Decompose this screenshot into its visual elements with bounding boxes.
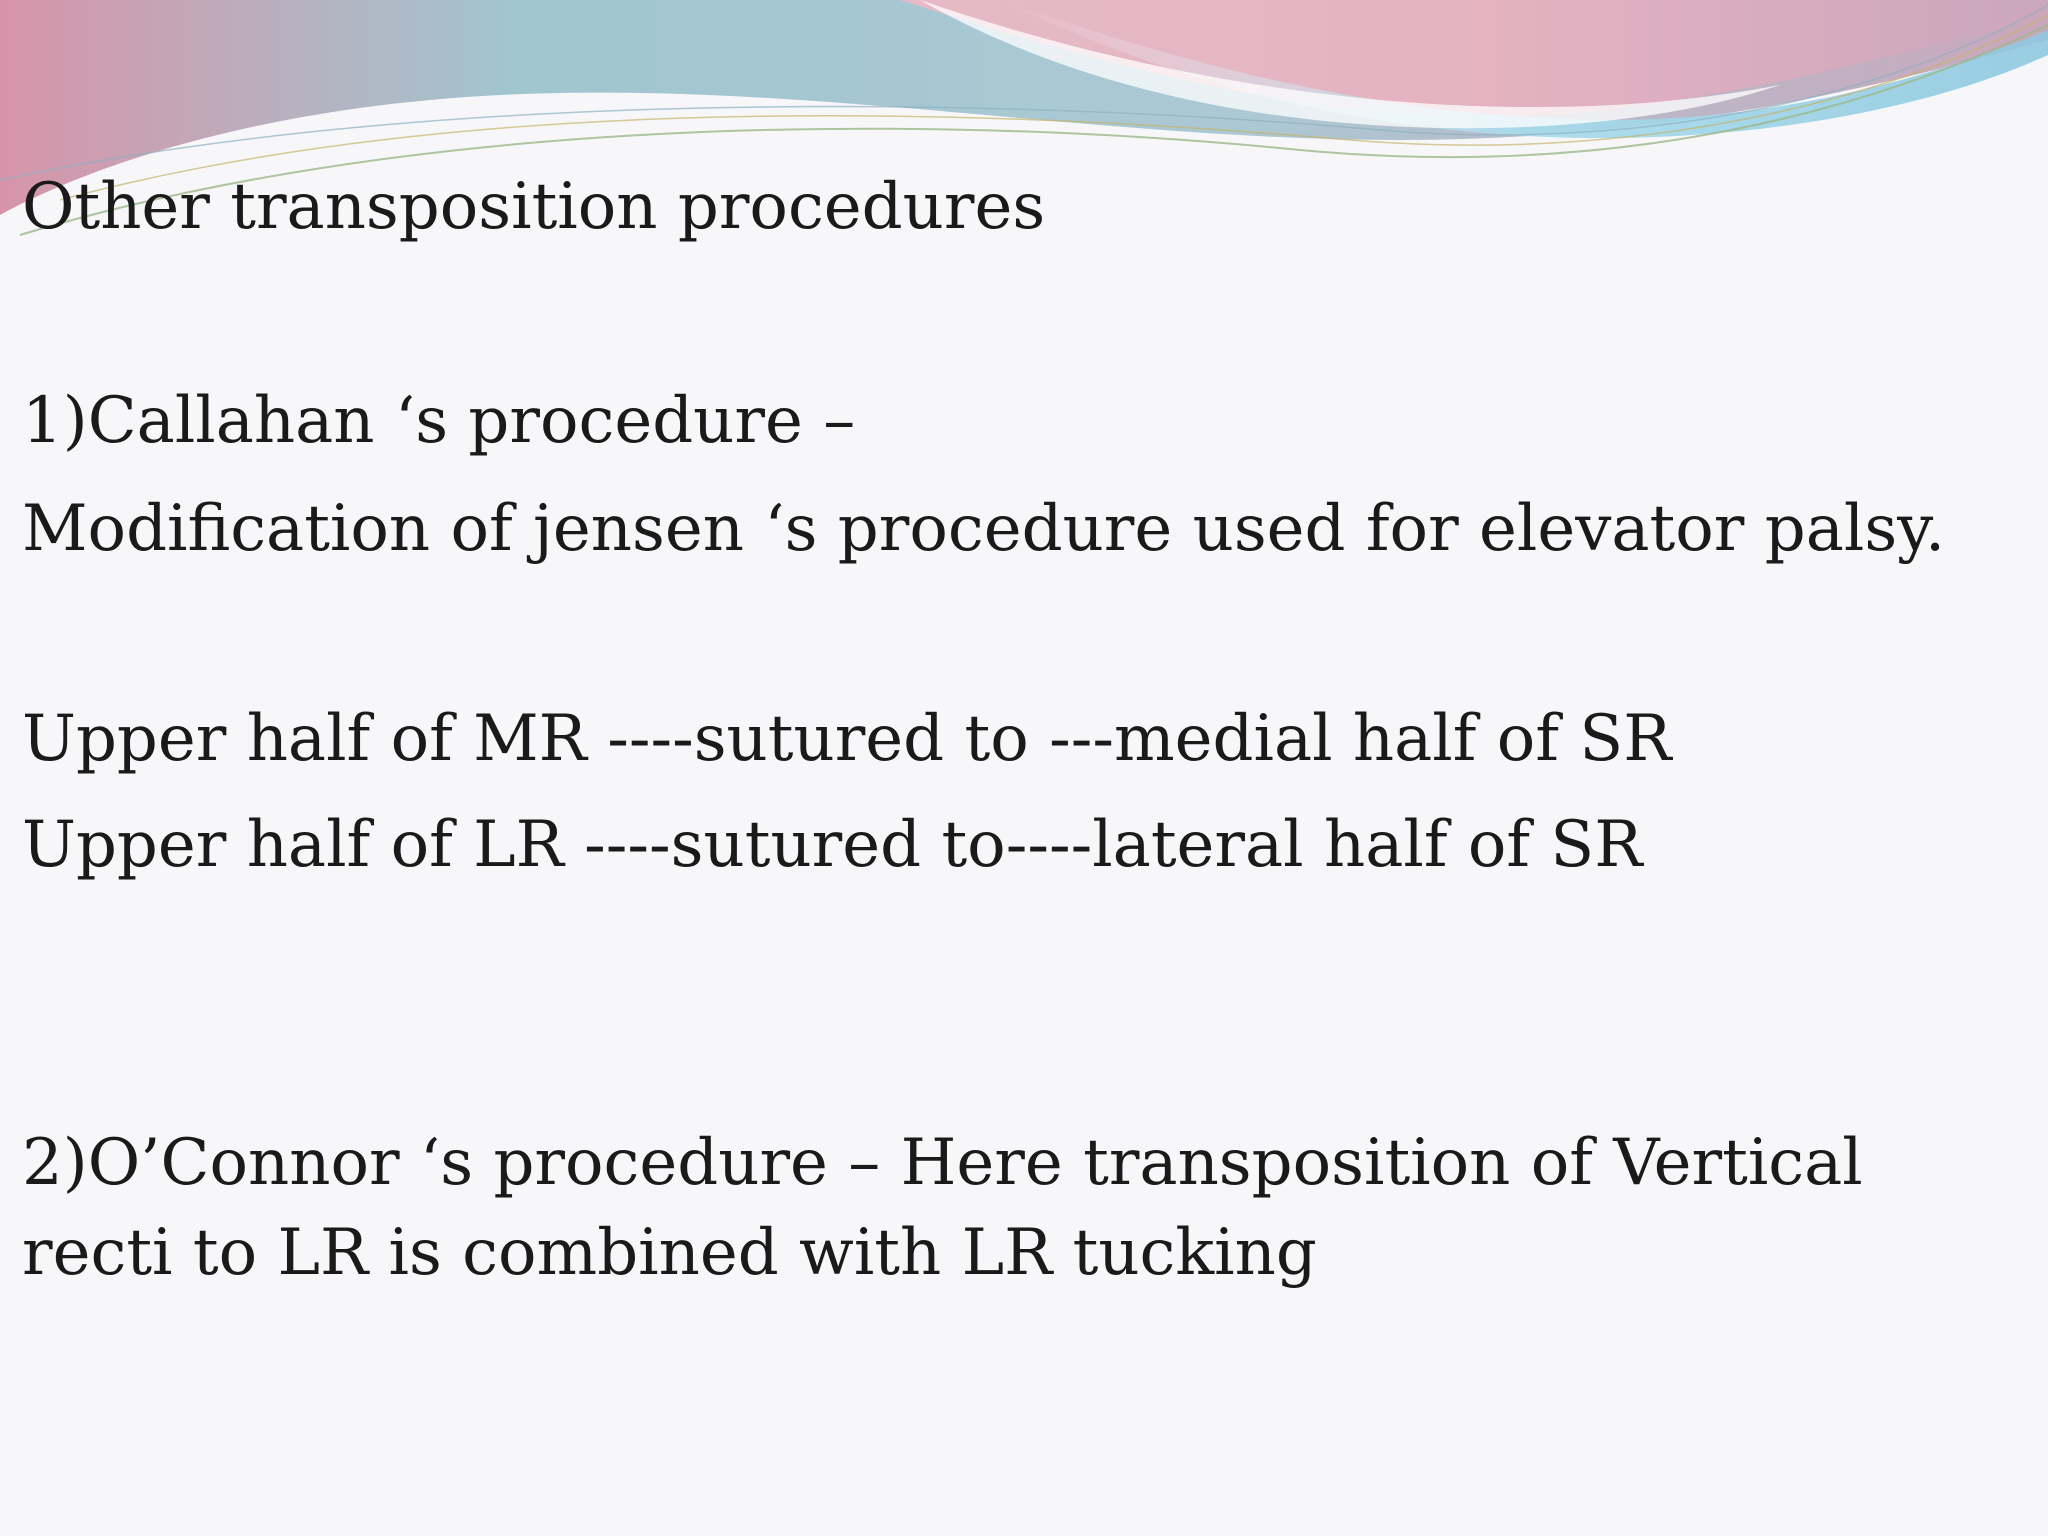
lr-suture-line: Upper half of LR ----sutured to----lateral half of SR bbox=[22, 808, 1643, 882]
callahan-heading: 1)Callahan ‘s procedure – bbox=[22, 384, 856, 458]
oconnor-heading: 2)O’Connor ‘s procedure – Here transposition of Vertical bbox=[22, 1126, 1863, 1200]
slide-title: Other transposition procedures bbox=[22, 170, 1046, 244]
callahan-description: Modification of jensen ‘s procedure used for elevator palsy. bbox=[22, 492, 1946, 566]
mr-suture-line: Upper half of MR ----sutured to ---medial half of SR bbox=[22, 702, 1672, 776]
oconnor-description: recti to LR is combined with LR tucking bbox=[22, 1216, 1317, 1290]
